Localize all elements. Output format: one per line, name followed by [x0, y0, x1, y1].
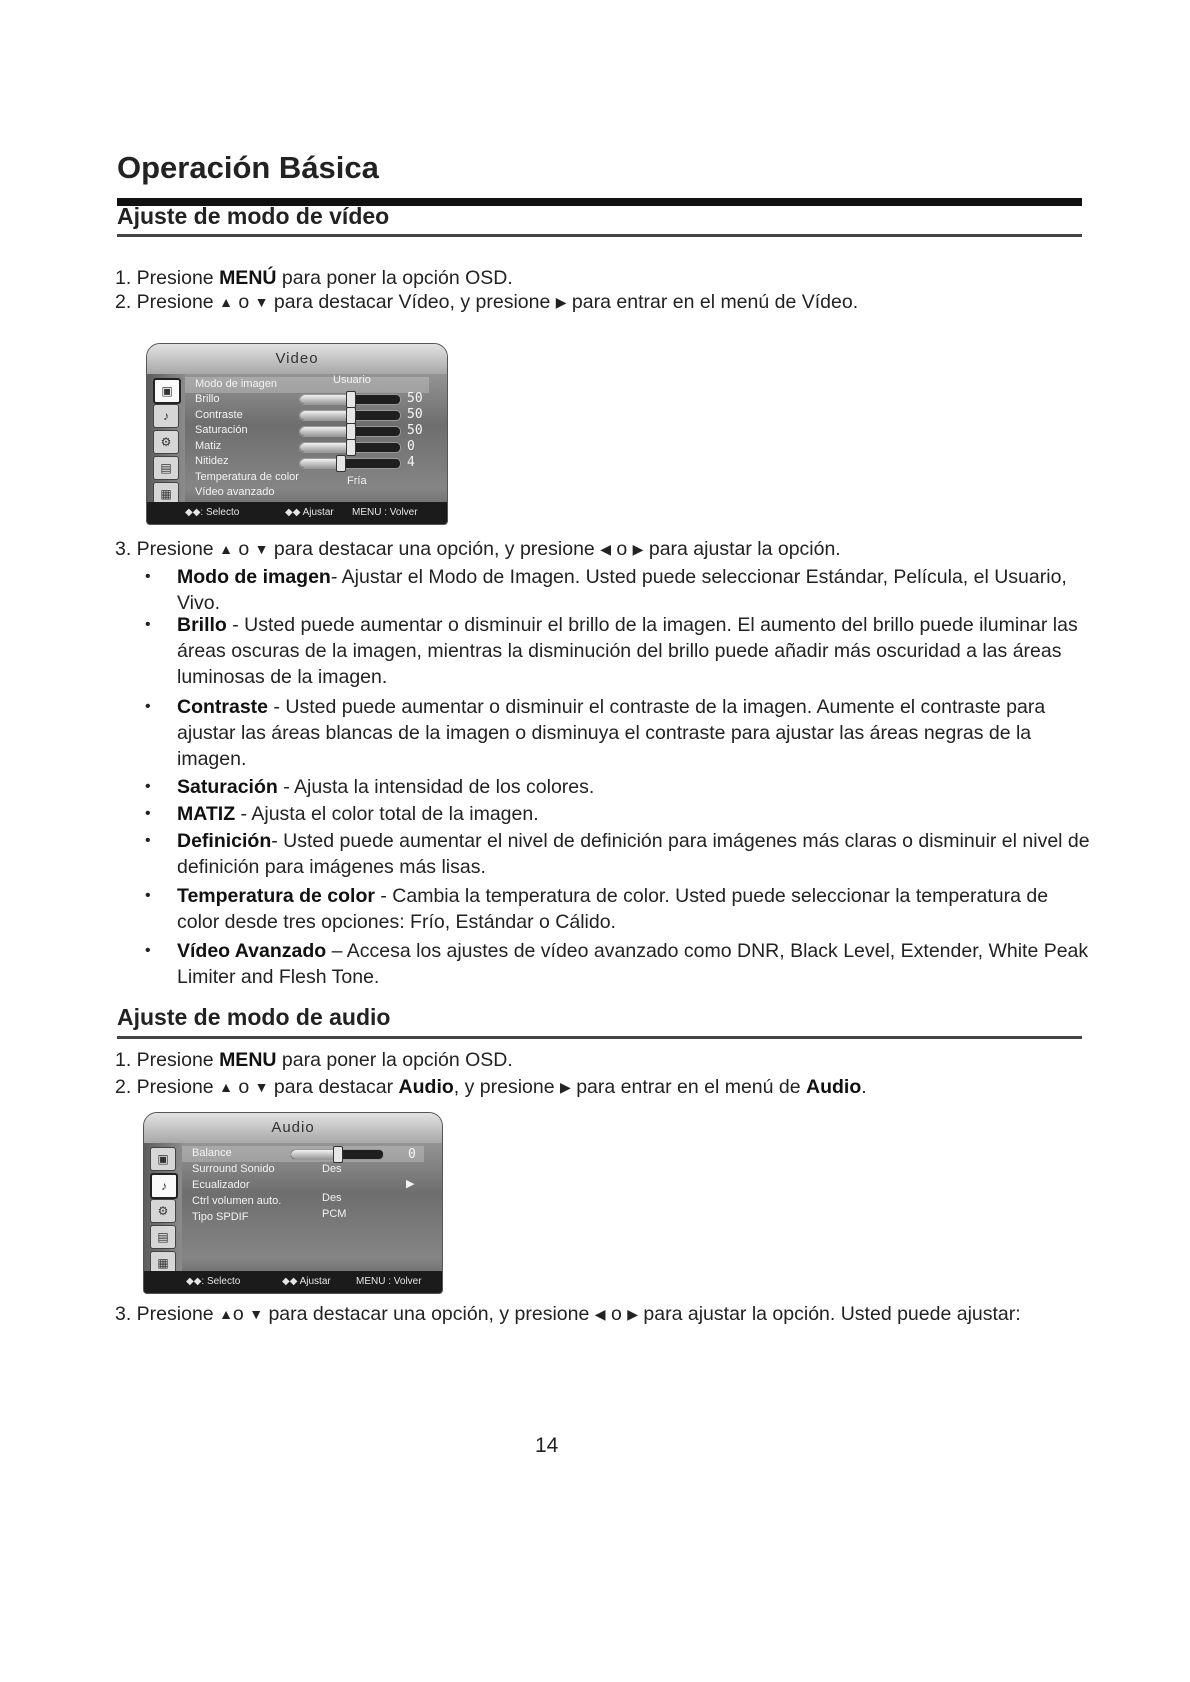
osd-footer-back: MENU : Volver	[356, 1276, 422, 1287]
osd-balance-bar[interactable]	[290, 1149, 384, 1160]
video-osd-title: Video	[147, 344, 447, 374]
osd-picture-mode-value: Usuario	[333, 374, 371, 386]
osd-sharpness-number: 4	[407, 455, 415, 470]
osd-color-temp-value: Fría	[347, 475, 367, 487]
down-arrow-icon: ▼	[254, 294, 269, 310]
audio-icon[interactable]: ♪	[153, 404, 179, 428]
osd-slider-fill	[300, 395, 350, 404]
osd-spdif-value: PCM	[322, 1208, 347, 1220]
audio-section-heading: Ajuste de modo de audio	[117, 1004, 391, 1030]
audio-step-2: 2. Presione ▲ o ▼ para destacar Audio, y presione ▶ para entrar en el menú de Audio.	[115, 1076, 867, 1098]
up-arrow-icon: ▲	[219, 294, 233, 310]
osd-item-picture-mode[interactable]: Modo de imagen	[195, 378, 277, 390]
down-arrow-icon: ▼	[254, 541, 269, 557]
video-step-1: 1. Presione MENÚ para poner la opción OSD.	[115, 267, 513, 289]
setup-icon[interactable]: ⚙	[153, 430, 179, 454]
osd-slider-fill	[300, 443, 350, 452]
osd-item-color-temp[interactable]: Temperatura de color	[195, 471, 299, 483]
setup-icon[interactable]: ⚙	[150, 1199, 176, 1223]
osd-surround-value: Des	[322, 1163, 342, 1175]
osd-contrast-bar[interactable]	[299, 410, 401, 421]
video-section-rule	[117, 234, 1082, 237]
osd-item-tint[interactable]: Matiz	[195, 440, 222, 452]
osd-slider-knob[interactable]	[346, 439, 356, 456]
up-arrow-icon: ▲	[219, 541, 233, 557]
left-arrow-icon: ◀	[600, 541, 611, 557]
right-arrow-icon: ▶	[560, 1079, 571, 1095]
osd-tint-number: 0	[407, 439, 415, 454]
lock-icon[interactable]: ▤	[153, 456, 179, 480]
osd-item-sharpness[interactable]: Nitidez	[195, 455, 229, 467]
video-osd-footer	[147, 502, 447, 524]
audio-osd-title: Audio	[144, 1113, 442, 1143]
osd-item-advanced-video[interactable]: Vídeo avanzado	[195, 486, 275, 498]
osd-brightness-number: 50	[407, 391, 423, 406]
osd-item-surround[interactable]: Surround Sonido	[192, 1163, 275, 1175]
audio-section-rule	[117, 1036, 1082, 1039]
osd-slider-knob[interactable]	[336, 455, 346, 472]
video-step-3: 3. Presione ▲ o ▼ para destacar una opción, y presione ◀ o ▶ para ajustar la opción.	[115, 538, 841, 560]
bullet-picture-mode: • Modo de imagen- Ajustar el Modo de Imagen. Usted puede seleccionar Estándar, Película, el Usuario, Vivo.	[145, 566, 1067, 614]
osd-item-auto-volume[interactable]: Ctrl volumen auto.	[192, 1195, 282, 1207]
audio-osd-menu	[143, 1112, 443, 1294]
osd-slider-fill	[300, 427, 350, 436]
page-number: 14	[535, 1434, 559, 1457]
osd-footer-adjust: ◆◆ Ajustar	[282, 1276, 331, 1287]
bullet-brightness: • Brillo - Usted puede aumentar o disminuir el brillo de la imagen. El aumento del brillo puede iluminar las áreas oscuras de la imagen, mientras la disminución del brillo puede añadir más oscuridad a las áreas luminosas de la imagen.	[145, 614, 1078, 688]
picture-icon[interactable]: ▣	[153, 378, 181, 404]
osd-contrast-number: 50	[407, 407, 423, 422]
osd-item-contrast[interactable]: Contraste	[195, 409, 243, 421]
channel-icon[interactable]: ▦	[153, 482, 179, 506]
osd-tint-bar[interactable]	[299, 442, 401, 453]
down-arrow-icon: ▼	[254, 1079, 269, 1095]
osd-item-equalizer[interactable]: Ecualizador	[192, 1179, 250, 1191]
osd-footer-select: ◆◆: Selecto	[185, 507, 240, 518]
osd-slider-fill	[300, 411, 350, 420]
right-arrow-icon: ▶	[632, 541, 644, 557]
osd-brightness-bar[interactable]	[299, 394, 401, 405]
osd-item-brightness[interactable]: Brillo	[195, 393, 220, 405]
osd-item-balance[interactable]: Balance	[192, 1147, 232, 1159]
audio-step-1: 1. Presione MENU para poner la opción OSD.	[115, 1049, 513, 1071]
osd-saturation-bar[interactable]	[299, 426, 401, 437]
lock-icon[interactable]: ▤	[150, 1225, 176, 1249]
video-osd-menu	[146, 343, 448, 525]
osd-slider-fill	[300, 459, 340, 468]
osd-slider-knob[interactable]	[346, 407, 356, 424]
osd-balance-number: 0	[408, 1147, 416, 1162]
audio-icon[interactable]: ♪	[150, 1173, 178, 1199]
osd-balance-knob[interactable]	[333, 1146, 343, 1163]
audio-osd-footer	[144, 1271, 442, 1293]
audio-osd-sidebar	[144, 1143, 182, 1271]
right-arrow-icon: ▶	[555, 294, 567, 310]
osd-footer-back: MENU : Volver	[352, 507, 418, 518]
bullet-contrast: • Contraste - Usted puede aumentar o disminuir el contraste de la imagen. Aumente el contraste para ajustar las áreas blancas de la imagen o disminuya el contraste para ajustar las áreas negras de la imagen.	[145, 696, 1046, 770]
osd-item-saturation[interactable]: Saturación	[195, 424, 248, 436]
osd-equalizer-arrow-icon: ▶	[406, 1178, 415, 1190]
osd-saturation-number: 50	[407, 423, 423, 438]
osd-footer-adjust: ◆◆ Ajustar	[285, 507, 334, 518]
bullet-advanced-video: • Vídeo Avanzado – Accesa los ajustes de vídeo avanzado como DNR, Black Level, Extender, White Peak Limiter and Flesh Tone.	[145, 940, 1089, 988]
audio-step-3: 3. Presione ▲o ▼ para destacar una opción, y presione ◀ o ▶ para ajustar la opción. Usted puede ajustar:	[115, 1303, 1021, 1325]
osd-balance-fill	[291, 1150, 337, 1159]
picture-icon[interactable]: ▣	[150, 1147, 176, 1171]
channel-icon[interactable]: ▦	[150, 1251, 176, 1275]
video-section-heading: Ajuste de modo de vídeo	[117, 203, 390, 229]
bullet-saturation: • Saturación - Ajusta la intensidad de los colores.	[145, 776, 595, 798]
right-arrow-icon: ▶	[627, 1306, 639, 1322]
osd-sharpness-bar[interactable]	[299, 458, 401, 469]
osd-item-spdif[interactable]: Tipo SPDIF	[192, 1211, 249, 1223]
bullet-tint: • MATIZ - Ajusta el color total de la imagen.	[145, 803, 539, 825]
video-osd-sidebar	[147, 374, 185, 502]
down-arrow-icon: ▼	[249, 1306, 264, 1322]
left-arrow-icon: ◀	[594, 1306, 606, 1322]
osd-footer-select: ◆◆: Selecto	[186, 1276, 241, 1287]
osd-auto-volume-value: Des	[322, 1192, 342, 1204]
up-arrow-icon: ▲	[219, 1306, 233, 1322]
bullet-color-temp: • Temperatura de color - Cambia la temperatura de color. Usted puede seleccionar la temperatura de color desde tres opciones: Frío, Estándar o Cálido.	[145, 885, 1049, 933]
page-title: Operación Básica	[117, 150, 379, 185]
video-step-2: 2. Presione ▲ o ▼ para destacar Vídeo, y presione ▶ para entrar en el menú de Vídeo.	[115, 291, 859, 313]
bullet-sharpness: • Definición- Usted puede aumentar el nivel de definición para imágenes más claras o disminuir el nivel de definición para imágenes más lisas.	[145, 830, 1090, 878]
up-arrow-icon: ▲	[219, 1079, 233, 1095]
osd-slider-knob[interactable]	[346, 423, 356, 440]
osd-slider-knob[interactable]	[346, 391, 356, 408]
